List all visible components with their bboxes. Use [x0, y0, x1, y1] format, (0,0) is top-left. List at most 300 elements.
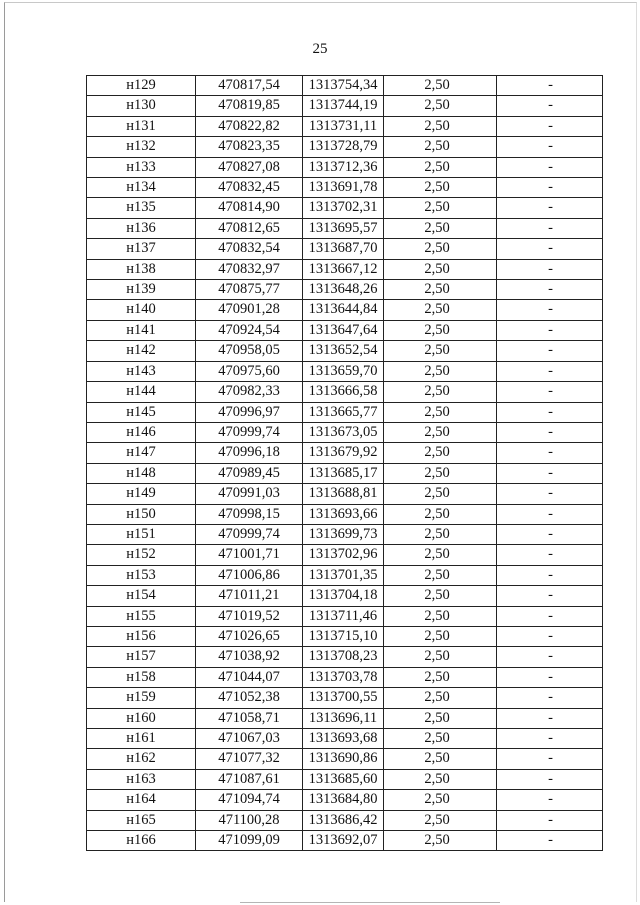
- precision-cell-text: 2,50: [424, 505, 450, 522]
- precision-cell-text: 2,50: [424, 199, 450, 216]
- description-cell-text: -: [548, 260, 553, 277]
- precision-cell: [384, 259, 497, 279]
- table-row: [87, 218, 603, 238]
- x-coordinate-cell: 470996,18: [196, 443, 303, 463]
- description-cell: [497, 443, 603, 463]
- point-name-cell: н164: [87, 790, 196, 810]
- point-name-cell: н166: [87, 831, 196, 851]
- precision-cell-text: 2,50: [424, 566, 450, 583]
- point-name-cell: н153: [87, 565, 196, 585]
- x-coordinate-cell: 471077,32: [196, 749, 303, 769]
- precision-cell: [384, 178, 497, 198]
- table-row: [87, 545, 603, 565]
- y-coordinate-cell: 1313711,46: [303, 606, 384, 626]
- description-cell-text: -: [548, 117, 553, 134]
- description-cell: [497, 565, 603, 585]
- x-coordinate-cell: 471067,03: [196, 729, 303, 749]
- precision-cell: [384, 198, 497, 218]
- table-row: [87, 565, 603, 585]
- precision-cell-text: 2,50: [424, 709, 450, 726]
- precision-cell: [384, 341, 497, 361]
- precision-cell-text: 2,50: [424, 219, 450, 236]
- precision-cell: [384, 688, 497, 708]
- y-coordinate-cell: 1313688,81: [303, 484, 384, 504]
- x-coordinate-cell: 470814,90: [196, 198, 303, 218]
- table-row: [87, 76, 603, 96]
- point-name-cell: н144: [87, 382, 196, 402]
- description-cell-text: -: [548, 791, 553, 808]
- point-name-cell: н140: [87, 300, 196, 320]
- precision-cell: [384, 137, 497, 157]
- x-coordinate-cell: 471094,74: [196, 790, 303, 810]
- precision-cell: [384, 565, 497, 585]
- description-cell-text: -: [548, 709, 553, 726]
- precision-cell-text: 2,50: [424, 362, 450, 379]
- description-cell-text: -: [548, 566, 553, 583]
- table-row: [87, 361, 603, 381]
- point-name-cell: н142: [87, 341, 196, 361]
- description-cell: [497, 769, 603, 789]
- precision-cell: [384, 626, 497, 646]
- table-row: [87, 769, 603, 789]
- precision-cell-text: 2,50: [424, 525, 450, 542]
- description-cell: [497, 218, 603, 238]
- point-name-cell: н136: [87, 218, 196, 238]
- x-coordinate-cell: 470999,74: [196, 422, 303, 442]
- description-cell-text: -: [548, 342, 553, 359]
- description-cell-text: -: [548, 811, 553, 828]
- table-row: [87, 626, 603, 646]
- x-coordinate-cell: 470996,97: [196, 402, 303, 422]
- table-row: [87, 504, 603, 524]
- table-row: [87, 116, 603, 136]
- description-cell: [497, 647, 603, 667]
- point-name-cell: н150: [87, 504, 196, 524]
- precision-cell-text: 2,50: [424, 240, 450, 257]
- y-coordinate-cell: 1313648,26: [303, 280, 384, 300]
- point-name-cell: н160: [87, 708, 196, 728]
- x-coordinate-cell: 470827,08: [196, 157, 303, 177]
- point-name-cell: н137: [87, 239, 196, 259]
- precision-cell-text: 2,50: [424, 260, 450, 277]
- precision-cell: [384, 280, 497, 300]
- description-cell-text: -: [548, 546, 553, 563]
- x-coordinate-cell: 470982,33: [196, 382, 303, 402]
- precision-cell-text: 2,50: [424, 77, 450, 93]
- description-cell-text: -: [548, 627, 553, 644]
- y-coordinate-cell: 1313731,11: [303, 116, 384, 136]
- y-coordinate-cell: 1313701,35: [303, 565, 384, 585]
- precision-cell-text: 2,50: [424, 158, 450, 175]
- table-row: [87, 443, 603, 463]
- y-coordinate-cell: 1313690,86: [303, 749, 384, 769]
- description-cell: [497, 749, 603, 769]
- precision-cell: [384, 484, 497, 504]
- description-cell-text: -: [548, 219, 553, 236]
- description-cell: [497, 382, 603, 402]
- table-row: [87, 524, 603, 544]
- description-cell-text: -: [548, 158, 553, 175]
- description-cell-text: -: [548, 281, 553, 298]
- description-cell: [497, 259, 603, 279]
- x-coordinate-cell: 471019,52: [196, 606, 303, 626]
- precision-cell-text: 2,50: [424, 546, 450, 563]
- point-name-cell: н146: [87, 422, 196, 442]
- precision-cell: [384, 504, 497, 524]
- point-name-cell: н155: [87, 606, 196, 626]
- point-name-cell: н162: [87, 749, 196, 769]
- point-name-cell: н145: [87, 402, 196, 422]
- point-name-cell: н159: [87, 688, 196, 708]
- precision-cell: [384, 157, 497, 177]
- description-cell-text: -: [548, 97, 553, 114]
- y-coordinate-cell: 1313696,11: [303, 708, 384, 728]
- y-coordinate-cell: 1313666,58: [303, 382, 384, 402]
- table-row: [87, 198, 603, 218]
- description-cell: [497, 688, 603, 708]
- y-coordinate-cell: 1313691,78: [303, 178, 384, 198]
- table-row: [87, 463, 603, 483]
- x-coordinate-cell: 471038,92: [196, 647, 303, 667]
- description-cell-text: -: [548, 832, 553, 849]
- x-coordinate-cell: 471011,21: [196, 586, 303, 606]
- y-coordinate-cell: 1313693,66: [303, 504, 384, 524]
- description-cell: [497, 76, 603, 96]
- x-coordinate-cell: 471099,09: [196, 831, 303, 851]
- description-cell: [497, 484, 603, 504]
- description-cell: [497, 320, 603, 340]
- x-coordinate-cell: 470832,97: [196, 259, 303, 279]
- description-cell-text: -: [548, 77, 553, 93]
- description-cell-text: -: [548, 403, 553, 420]
- point-name-cell: н152: [87, 545, 196, 565]
- precision-cell-text: 2,50: [424, 321, 450, 338]
- description-cell: [497, 524, 603, 544]
- point-name-cell: н156: [87, 626, 196, 646]
- y-coordinate-cell: 1313702,31: [303, 198, 384, 218]
- x-coordinate-cell: 470832,54: [196, 239, 303, 259]
- precision-cell: [384, 647, 497, 667]
- precision-cell-text: 2,50: [424, 97, 450, 114]
- table-row: [87, 259, 603, 279]
- point-name-cell: н148: [87, 463, 196, 483]
- description-cell-text: -: [548, 301, 553, 318]
- description-cell-text: -: [548, 750, 553, 767]
- precision-cell: [384, 831, 497, 851]
- point-name-cell: н157: [87, 647, 196, 667]
- table-row: [87, 422, 603, 442]
- y-coordinate-cell: 1313715,10: [303, 626, 384, 646]
- y-coordinate-cell: 1313673,05: [303, 422, 384, 442]
- point-name-cell: н165: [87, 810, 196, 830]
- x-coordinate-cell: 470999,74: [196, 524, 303, 544]
- table-row: [87, 341, 603, 361]
- precision-cell: [384, 218, 497, 238]
- description-cell-text: -: [548, 587, 553, 604]
- table-row: [87, 729, 603, 749]
- point-name-cell: н132: [87, 137, 196, 157]
- x-coordinate-cell: 470998,15: [196, 504, 303, 524]
- precision-cell-text: 2,50: [424, 464, 450, 481]
- y-coordinate-cell: 1313685,17: [303, 463, 384, 483]
- table-row: [87, 749, 603, 769]
- point-name-cell: н138: [87, 259, 196, 279]
- precision-cell-text: 2,50: [424, 117, 450, 134]
- x-coordinate-cell: 470823,35: [196, 137, 303, 157]
- precision-cell-text: 2,50: [424, 689, 450, 706]
- description-cell: [497, 361, 603, 381]
- table-row: [87, 280, 603, 300]
- y-coordinate-cell: 1313702,96: [303, 545, 384, 565]
- y-coordinate-cell: 1313644,84: [303, 300, 384, 320]
- description-cell: [497, 667, 603, 687]
- point-name-cell: н139: [87, 280, 196, 300]
- description-cell: [497, 790, 603, 810]
- point-name-cell: н135: [87, 198, 196, 218]
- description-cell: [497, 586, 603, 606]
- table-row: [87, 667, 603, 687]
- y-coordinate-cell: 1313754,34: [303, 76, 384, 96]
- table-row: [87, 810, 603, 830]
- point-name-cell: н133: [87, 157, 196, 177]
- description-cell: [497, 626, 603, 646]
- precision-cell-text: 2,50: [424, 811, 450, 828]
- point-name-cell: н151: [87, 524, 196, 544]
- point-name-cell: н130: [87, 96, 196, 116]
- y-coordinate-cell: 1313693,68: [303, 729, 384, 749]
- point-name-cell: н163: [87, 769, 196, 789]
- precision-cell: [384, 300, 497, 320]
- x-coordinate-cell: 471052,38: [196, 688, 303, 708]
- description-cell-text: -: [548, 668, 553, 685]
- description-cell: [497, 729, 603, 749]
- x-coordinate-cell: 470958,05: [196, 341, 303, 361]
- x-coordinate-cell: 471006,86: [196, 565, 303, 585]
- precision-cell-text: 2,50: [424, 281, 450, 298]
- table-row: [87, 606, 603, 626]
- table-row: [87, 157, 603, 177]
- precision-cell-text: 2,50: [424, 791, 450, 808]
- precision-cell-text: 2,50: [424, 832, 450, 849]
- table-row: [87, 96, 603, 116]
- x-coordinate-cell: 470822,82: [196, 116, 303, 136]
- table-row: [87, 402, 603, 422]
- table-row: [87, 708, 603, 728]
- precision-cell-text: 2,50: [424, 179, 450, 196]
- precision-cell: [384, 239, 497, 259]
- description-cell-text: -: [548, 199, 553, 216]
- table-row: [87, 382, 603, 402]
- description-cell: [497, 422, 603, 442]
- precision-cell: [384, 729, 497, 749]
- description-cell: [497, 300, 603, 320]
- point-name-cell: н149: [87, 484, 196, 504]
- y-coordinate-cell: 1313700,55: [303, 688, 384, 708]
- precision-cell-text: 2,50: [424, 423, 450, 440]
- precision-cell-text: 2,50: [424, 138, 450, 155]
- description-cell: [497, 463, 603, 483]
- point-name-cell: н154: [87, 586, 196, 606]
- precision-cell-text: 2,50: [424, 607, 450, 624]
- page-bottom-edge: [240, 902, 500, 903]
- precision-cell-text: 2,50: [424, 750, 450, 767]
- x-coordinate-cell: 471044,07: [196, 667, 303, 687]
- description-cell: [497, 157, 603, 177]
- y-coordinate-cell: 1313684,80: [303, 790, 384, 810]
- precision-cell-text: 2,50: [424, 587, 450, 604]
- y-coordinate-cell: 1313704,18: [303, 586, 384, 606]
- description-cell-text: -: [548, 444, 553, 461]
- description-cell: [497, 178, 603, 198]
- y-coordinate-cell: 1313699,73: [303, 524, 384, 544]
- description-cell-text: -: [548, 138, 553, 155]
- description-cell-text: -: [548, 505, 553, 522]
- description-cell-text: -: [548, 648, 553, 665]
- description-cell-text: -: [548, 730, 553, 746]
- description-cell: [497, 402, 603, 422]
- description-cell-text: -: [548, 321, 553, 338]
- description-cell-text: -: [548, 464, 553, 481]
- precision-cell: [384, 76, 497, 96]
- description-cell: [497, 810, 603, 830]
- description-cell-text: -: [548, 525, 553, 542]
- y-coordinate-cell: 1313647,64: [303, 320, 384, 340]
- y-coordinate-cell: 1313708,23: [303, 647, 384, 667]
- table-row: [87, 688, 603, 708]
- point-name-cell: н129: [87, 76, 196, 96]
- y-coordinate-cell: 1313744,19: [303, 96, 384, 116]
- x-coordinate-cell: 470812,65: [196, 218, 303, 238]
- point-name-cell: н131: [87, 116, 196, 136]
- description-cell: [497, 280, 603, 300]
- description-cell: [497, 341, 603, 361]
- table-row: [87, 300, 603, 320]
- precision-cell-text: 2,50: [424, 342, 450, 359]
- description-cell: [497, 831, 603, 851]
- x-coordinate-cell: 470832,45: [196, 178, 303, 198]
- x-coordinate-cell: 471058,71: [196, 708, 303, 728]
- table-row: [87, 320, 603, 340]
- point-name-cell: н158: [87, 667, 196, 687]
- precision-cell: [384, 749, 497, 769]
- precision-cell: [384, 708, 497, 728]
- precision-cell: [384, 545, 497, 565]
- description-cell-text: -: [548, 423, 553, 440]
- precision-cell: [384, 422, 497, 442]
- x-coordinate-cell: 470875,77: [196, 280, 303, 300]
- y-coordinate-cell: 1313659,70: [303, 361, 384, 381]
- precision-cell-text: 2,50: [424, 301, 450, 318]
- precision-cell-text: 2,50: [424, 403, 450, 420]
- y-coordinate-cell: 1313667,12: [303, 259, 384, 279]
- description-cell-text: -: [548, 607, 553, 624]
- x-coordinate-cell: 470989,45: [196, 463, 303, 483]
- y-coordinate-cell: 1313685,60: [303, 769, 384, 789]
- precision-cell: [384, 320, 497, 340]
- precision-cell: [384, 361, 497, 381]
- x-coordinate-cell: 470991,03: [196, 484, 303, 504]
- description-cell-text: -: [548, 362, 553, 379]
- y-coordinate-cell: 1313728,79: [303, 137, 384, 157]
- point-name-cell: н143: [87, 361, 196, 381]
- y-coordinate-cell: 1313712,36: [303, 157, 384, 177]
- description-cell: [497, 504, 603, 524]
- description-cell-text: -: [548, 383, 553, 400]
- table-row: [87, 137, 603, 157]
- point-name-cell: н134: [87, 178, 196, 198]
- precision-cell-text: 2,50: [424, 648, 450, 665]
- precision-cell: [384, 769, 497, 789]
- y-coordinate-cell: 1313695,57: [303, 218, 384, 238]
- description-cell: [497, 606, 603, 626]
- description-cell-text: -: [548, 240, 553, 257]
- table-row: [87, 239, 603, 259]
- point-name-cell: н147: [87, 443, 196, 463]
- y-coordinate-cell: 1313665,77: [303, 402, 384, 422]
- precision-cell: [384, 790, 497, 810]
- description-cell: [497, 198, 603, 218]
- precision-cell: [384, 443, 497, 463]
- y-coordinate-cell: 1313692,07: [303, 831, 384, 851]
- x-coordinate-cell: 470901,28: [196, 300, 303, 320]
- precision-cell-text: 2,50: [424, 668, 450, 685]
- precision-cell: [384, 382, 497, 402]
- x-coordinate-cell: 471087,61: [196, 769, 303, 789]
- page-number: 25: [312, 41, 328, 57]
- description-cell: [497, 708, 603, 728]
- precision-cell-text: 2,50: [424, 383, 450, 400]
- precision-cell-text: 2,50: [424, 444, 450, 461]
- precision-cell-text: 2,50: [424, 730, 450, 746]
- description-cell-text: -: [548, 770, 553, 787]
- description-cell-text: -: [548, 179, 553, 196]
- precision-cell: [384, 463, 497, 483]
- point-name-cell: н161: [87, 729, 196, 749]
- x-coordinate-cell: 471001,71: [196, 545, 303, 565]
- table-row: [87, 586, 603, 606]
- description-cell: [497, 545, 603, 565]
- precision-cell-text: 2,50: [424, 627, 450, 644]
- y-coordinate-cell: 1313652,54: [303, 341, 384, 361]
- coordinates-table: [86, 75, 603, 851]
- table-row: [87, 484, 603, 504]
- x-coordinate-cell: 470817,54: [196, 76, 303, 96]
- precision-cell: [384, 524, 497, 544]
- table-row: [87, 790, 603, 810]
- description-cell: [497, 137, 603, 157]
- precision-cell-text: 2,50: [424, 770, 450, 787]
- precision-cell: [384, 96, 497, 116]
- precision-cell: [384, 810, 497, 830]
- point-name-cell: н141: [87, 320, 196, 340]
- x-coordinate-cell: 470819,85: [196, 96, 303, 116]
- description-cell-text: -: [548, 689, 553, 706]
- coordinates-table-body: [87, 76, 603, 851]
- y-coordinate-cell: 1313687,70: [303, 239, 384, 259]
- table-row: [87, 647, 603, 667]
- table-row: [87, 831, 603, 851]
- x-coordinate-cell: 471026,65: [196, 626, 303, 646]
- precision-cell: [384, 402, 497, 422]
- precision-cell-text: 2,50: [424, 485, 450, 502]
- precision-cell: [384, 586, 497, 606]
- x-coordinate-cell: 470975,60: [196, 361, 303, 381]
- precision-cell: [384, 667, 497, 687]
- precision-cell: [384, 116, 497, 136]
- precision-cell: [384, 606, 497, 626]
- y-coordinate-cell: 1313686,42: [303, 810, 384, 830]
- description-cell: [497, 116, 603, 136]
